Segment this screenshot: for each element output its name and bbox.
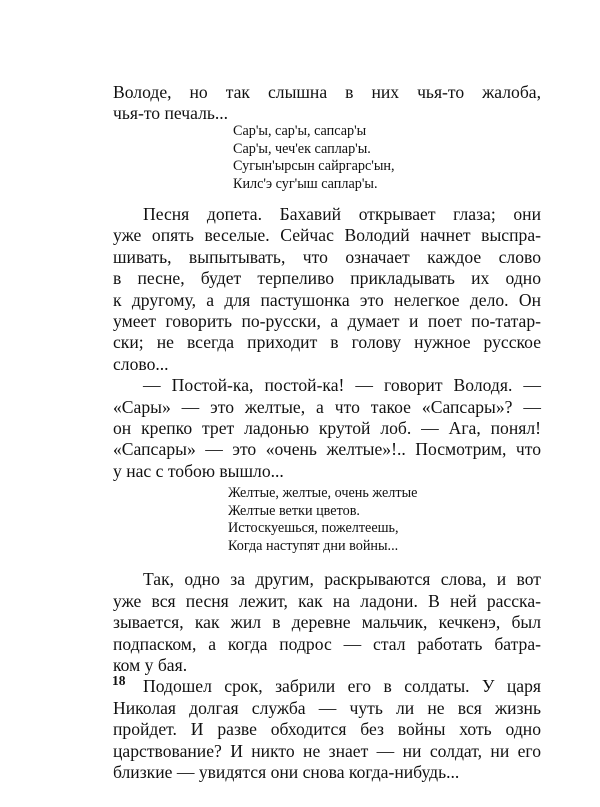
text-line: ски; не всегда приходит в голову нужное русское <box>113 332 541 353</box>
verse-2 <box>228 485 541 563</box>
text-line: уже опять веселые. Сейчас Володий начнет выспра- <box>113 225 541 246</box>
paragraph-2 <box>113 204 541 375</box>
text-line: слово... <box>113 353 169 374</box>
text-line: подпаском, а когда подрос — стал работать батра- <box>113 633 541 654</box>
verse-line: Сар'ы, сар'ы, сапсар'ы <box>233 123 367 139</box>
verse-line: Истоскуешься, пожелтеешь, <box>228 520 399 537</box>
text-line: к другому, а для пастушонка это нелегкое дело. Он <box>113 289 541 310</box>
text-line: Володе, но так слышна в них чья-то жалоба, <box>113 82 541 102</box>
text-line: зывается, как жил в деревне мальчик, кечкенэ, был <box>113 612 541 633</box>
verse-line: Желтые ветки цветов. <box>228 502 360 519</box>
text-line: Николая долгая служба — чуть ли не вся жизнь <box>113 697 541 718</box>
text-line: уже вся песня лежит, как на ладони. В ней расска- <box>113 590 541 611</box>
text-line: пройдет. И разве обходится без войны хоть одно <box>113 719 541 740</box>
text-line: ком у бая. <box>113 654 188 675</box>
page-number: 18 <box>112 673 126 688</box>
text-line: у нас с тобою вышло... <box>113 460 284 481</box>
page-body <box>113 82 541 783</box>
text-line: близкие — увидятся они снова когда-нибудь... <box>113 761 460 782</box>
paragraph-3 <box>113 375 541 482</box>
text-line: Песня допета. Бахавий открывает глаза; они <box>143 204 541 224</box>
verse-1 <box>233 123 541 199</box>
verse-line: Килс'э суг'ыш саплар'ы. <box>233 175 378 192</box>
text-line: царствование? И никто не знает — ни солдат, ни его <box>113 740 541 761</box>
paragraph-1 <box>113 82 541 125</box>
verse-line: Сар'ы, чеч'ек саплар'ы. <box>233 140 371 157</box>
text-line: умеет говорить по-русски, а думает и поет по-татар- <box>113 311 541 332</box>
text-line: шивать, выпытывать, что означает каждое слово <box>113 246 541 267</box>
text-line: «Сары» — это желтые, а что такое «Сапсары»? — <box>113 396 541 417</box>
verse-line: Желтые, желтые, очень желтые <box>228 485 418 502</box>
verse-line: Сугын'ырсын сайргарс'ын, <box>233 158 395 175</box>
text-line: «Сапсары» — это «очень желтые»!.. Посмотрим, что <box>113 439 541 460</box>
verse-line: Когда наступят дни войны... <box>228 538 399 555</box>
text-line: он крепко трет ладонью крутой лоб. — Ага, понял! <box>113 418 541 439</box>
text-line: в песне, будет терпеливо прикладывать их одно <box>113 268 541 289</box>
paragraph-5 <box>113 676 541 783</box>
text-line: Подошел срок, забрили его в солдаты. У царя <box>143 676 541 697</box>
paragraph-4 <box>113 569 541 676</box>
text-line: — Постой-ка, постой-ка! — говорит Володя. — <box>143 375 541 396</box>
text-line: Так, одно за другим, раскрываются слова, и вот <box>143 569 541 590</box>
text-line: чья-то печаль... <box>113 103 229 124</box>
